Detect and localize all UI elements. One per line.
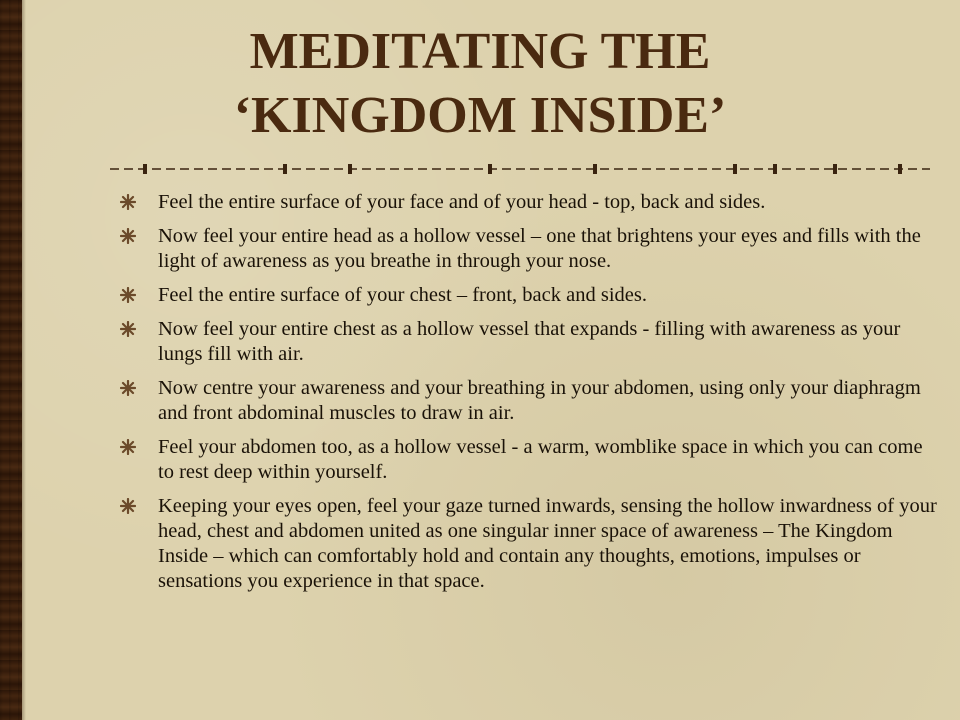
asterisk-bullet-icon bbox=[120, 287, 136, 303]
asterisk-bullet-icon bbox=[120, 194, 136, 210]
asterisk-bullet-icon bbox=[120, 498, 136, 514]
list-item bbox=[118, 317, 940, 367]
list-item-text: Feel the entire surface of your face and of your head - top, back and sides. bbox=[158, 191, 766, 213]
list-item bbox=[118, 435, 940, 485]
left-wood-border bbox=[0, 0, 22, 720]
list-item-text: Now feel your entire chest as a hollow vessel that expands - filling with awareness as your lungs fill with air. bbox=[158, 318, 901, 365]
list-item-text: Keeping your eyes open, feel your gaze turned inwards, sensing the hollow inwardness of your head, chest and abdomen united as one singular inner space of awareness – The Kingdom Inside – which can comfortably hold and contain any thoughts, emotions, impulses or sensations you experience in that space. bbox=[158, 495, 937, 592]
list-item-text: Now centre your awareness and your breathing in your abdomen, using only your diaphragm and front abdominal muscles to draw in air. bbox=[158, 377, 921, 424]
list-item-text: Feel your abdomen too, as a hollow vessel - a warm, womblike space in which you can come to rest deep within yourself. bbox=[158, 436, 923, 483]
list-item bbox=[118, 494, 940, 594]
dashed-divider bbox=[110, 162, 930, 176]
list-item bbox=[118, 224, 940, 274]
asterisk-bullet-icon bbox=[120, 380, 136, 396]
title-line-1: MEDITATING THE bbox=[249, 23, 711, 80]
bullet-list bbox=[118, 190, 940, 603]
list-item bbox=[118, 190, 940, 215]
list-item bbox=[118, 376, 940, 426]
asterisk-bullet-icon bbox=[120, 439, 136, 455]
list-item bbox=[118, 283, 940, 308]
asterisk-bullet-icon bbox=[120, 228, 136, 244]
list-item-text: Feel the entire surface of your chest – front, back and sides. bbox=[158, 284, 647, 306]
list-item-text: Now feel your entire head as a hollow vessel – one that brightens your eyes and fills with the light of awareness as you breathe in through your nose. bbox=[158, 225, 921, 272]
slide-title bbox=[60, 20, 900, 148]
title-line-2: ‘KINGDOM INSIDE’ bbox=[233, 87, 727, 144]
asterisk-bullet-icon bbox=[120, 321, 136, 337]
